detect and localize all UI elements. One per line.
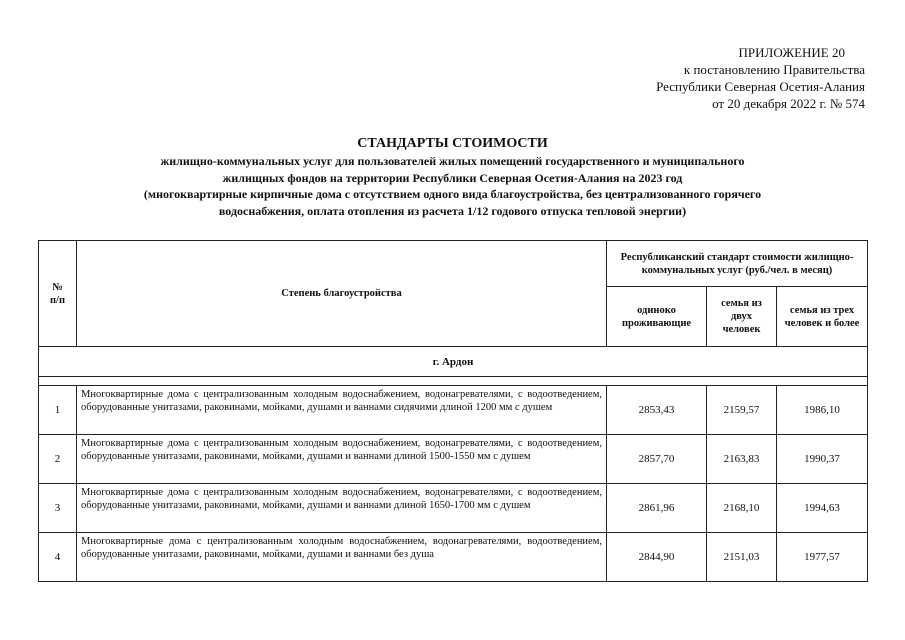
row-value-family-3: 1986,10 — [777, 386, 868, 435]
row-value-single: 2857,70 — [607, 435, 707, 484]
document-subtitle-line-3: (многоквартирные кирпичные дома с отсутствием одного вида благоустройства, без централизованного горячего — [143, 187, 762, 201]
row-value-family-2: 2168,10 — [707, 484, 777, 533]
appendix-header — [656, 44, 865, 112]
appendix-date: от 20 декабря 2022 г. № 574 — [712, 96, 865, 111]
document-subtitle-line-2: жилищных фондов на территории Республики Северная Осетия-Алания на 2023 год — [222, 170, 683, 185]
document-title: СТАНДАРТЫ СТОИМОСТИ — [357, 136, 548, 151]
row-value-family-2: 2159,57 — [707, 386, 777, 435]
row-value-family-2: 2151,03 — [707, 533, 777, 582]
row-value-family-3: 1990,37 — [777, 435, 868, 484]
document-subtitle-line-4: водоснабжения, оплата отопления из расчета 1/12 годового отпуска тепловой энергии) — [218, 203, 687, 218]
row-value-single: 2844,90 — [607, 533, 707, 582]
row-number: 1 — [39, 386, 77, 435]
table-body — [39, 347, 868, 582]
appendix-line-3: Республики Северная Осетия-Алания — [656, 79, 865, 94]
header-family-2: семья из двух человек — [707, 287, 777, 347]
row-value-family-3: 1994,63 — [777, 484, 868, 533]
header-number: № п/п — [39, 241, 77, 347]
document-subtitle-line-1: жилищно-коммунальных услуг для пользователей жилых помещений государственного и муниципального — [160, 154, 745, 168]
spacer-row — [39, 377, 868, 386]
row-number: 4 — [39, 533, 77, 582]
header-single: одиноко проживающие — [607, 287, 707, 347]
row-value-family-2: 2163,83 — [707, 435, 777, 484]
row-value-single: 2861,96 — [607, 484, 707, 533]
row-number: 2 — [39, 435, 77, 484]
row-value-single: 2853,43 — [607, 386, 707, 435]
row-description: Многоквартирные дома с централизованным холодным водоснабжением, водонагревателями, водоотведением, оборудованные унитазами, раковинами, мойками, душами и ваннами без душа — [77, 533, 607, 582]
standards-table — [38, 240, 868, 582]
table-row — [39, 386, 868, 435]
row-value-family-3: 1977,57 — [777, 533, 868, 582]
row-description: Многоквартирные дома с централизованным холодным водоснабжением, водонагревателями, с водоотведением, оборудованные унитазами, раковинами, мойками, душами и ваннами длиной 1650-1700 мм с душем — [77, 484, 607, 533]
row-description: Многоквартирные дома с централизованным холодным водоснабжением, водонагревателями, с водоотведением, оборудованные унитазами, раковинами, мойками, душами и ваннами длиной 1500-1550 мм с душем — [77, 435, 607, 484]
header-description: Степень благоустройства — [77, 241, 607, 347]
header-family-3: семья из трех человек и более — [777, 287, 868, 347]
table-row — [39, 435, 868, 484]
city-name: г. Ардон — [39, 347, 868, 377]
city-row — [39, 347, 868, 377]
header-standard: Республиканский стандарт стоимости жилищно-коммунальных услуг (руб./чел. в месяц) — [607, 241, 868, 287]
table-row — [39, 533, 868, 582]
row-number: 3 — [39, 484, 77, 533]
table-row — [39, 484, 868, 533]
appendix-title: ПРИЛОЖЕНИЕ 20 — [738, 45, 845, 60]
appendix-line-2: к постановлению Правительства — [683, 62, 865, 77]
row-description: Многоквартирные дома с централизованным холодным водоснабжением, водонагревателями, с водоотведением, оборудованные унитазами, раковинами, мойками, душами и ваннами сидячими длиной 1200 мм с душем — [77, 386, 607, 435]
document-title-block — [30, 135, 875, 219]
